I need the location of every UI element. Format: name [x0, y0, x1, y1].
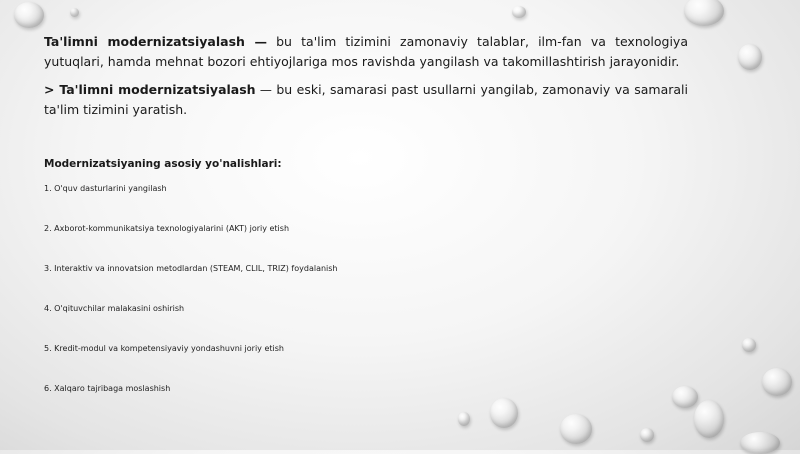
water-drop-icon [14, 2, 44, 28]
water-drop-icon [640, 428, 654, 442]
list-title: Modernizatsiyaning asosiy yo'nalishlari: [44, 158, 282, 170]
list-item: 5. Kredit-modul va kompetensiyaviy yondashuvni joriy etish [44, 344, 284, 353]
water-drop-icon [738, 44, 762, 70]
water-drop-icon [742, 338, 756, 352]
directions-list [44, 184, 688, 394]
definition-term: Ta'limni modernizatsiyalash — [44, 34, 267, 49]
definition-paragraph [44, 32, 688, 72]
list-item: 4. O'qituvchilar malakasini oshirish [44, 304, 185, 313]
summary-paragraph [44, 80, 688, 120]
list-item: 6. Xalqaro tajribaga moslashish [44, 384, 171, 393]
summary-dash: — [255, 83, 272, 97]
water-drop-icon [740, 432, 780, 454]
list-item: 1. O'quv dasturlarini yangilash [44, 184, 167, 193]
summary-term: Ta'limni modernizatsiyalash [54, 82, 256, 97]
summary-text: bu eski, samarasi past usullarni yangilab, zamonaviy va samarali ta'lim tizimini yaratish. [44, 82, 688, 117]
slide-content [44, 32, 688, 424]
water-drop-icon [512, 6, 526, 18]
water-drop-icon [762, 368, 792, 396]
water-drop-icon [684, 0, 724, 26]
definition-text: bu ta'lim tizimini zamonaviy talablar, ilm-fan va texnologiya yutuqlari, hamda mehnat bozori ehtiyojlariga mos ravishda yangilash va takomillashtirish jarayonidir. [44, 34, 688, 69]
water-drop-icon [70, 8, 79, 17]
water-drop-icon [694, 400, 724, 438]
list-item: 2. Axborot-kommunikatsiya texnologiyalarini (AKT) joriy etish [44, 224, 290, 233]
list-item: 3. Interaktiv va innovatsion metodlardan (STEAM, CLIL, TRIZ) foydalanish [44, 264, 338, 273]
summary-marker: > [44, 82, 55, 97]
